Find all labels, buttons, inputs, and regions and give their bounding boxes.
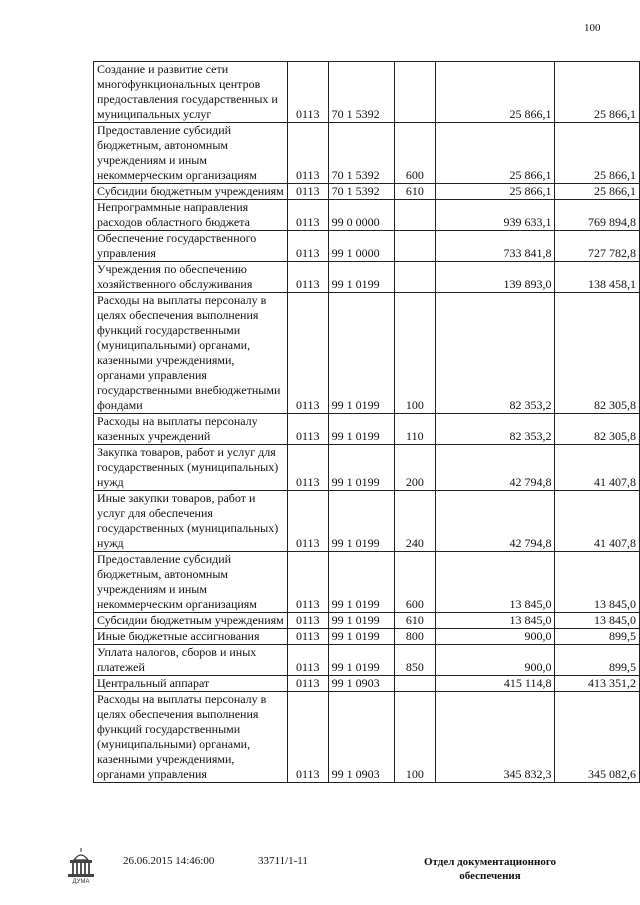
row-target-article-cell: 99 1 0199 xyxy=(328,491,394,552)
row-amount-plan-cell: 25 866,1 xyxy=(436,123,555,184)
row-section-cell: 0113 xyxy=(287,676,328,692)
row-name-cell: Расходы на выплаты персоналу в целях обеспечения выполнения функций государственными (муниципальными) органами, казенными учреждениями, органами управления государственными внебюджетными фондами xyxy=(94,293,288,414)
table-row xyxy=(94,676,640,692)
row-expense-type-cell: 610 xyxy=(394,184,436,200)
footer-department-line1: Отдел документационного xyxy=(423,856,557,868)
row-expense-type-cell: 110 xyxy=(394,414,436,445)
row-name-cell: Предоставление субсидий бюджетным, автономным учреждениям и иным некоммерческим организациям xyxy=(94,123,288,184)
table-row xyxy=(94,491,640,552)
row-expense-type-cell: 600 xyxy=(394,123,436,184)
row-name-cell: Непрограммные направления расходов областного бюджета xyxy=(94,200,288,231)
row-expense-type-cell: 240 xyxy=(394,491,436,552)
row-amount-plan-cell: 13 845,0 xyxy=(436,552,555,613)
row-name-cell: Учреждения по обеспечению хозяйственного обслуживания xyxy=(94,262,288,293)
row-section-cell: 0113 xyxy=(287,231,328,262)
row-expense-type-cell xyxy=(394,231,436,262)
table-row xyxy=(94,184,640,200)
table-row xyxy=(94,62,640,123)
row-name-cell: Иные закупки товаров, работ и услуг для обеспечения государственных (муниципальных) нужд xyxy=(94,491,288,552)
row-target-article-cell: 99 1 0199 xyxy=(328,645,394,676)
budget-table xyxy=(93,61,640,783)
row-target-article-cell: 99 1 0199 xyxy=(328,613,394,629)
row-expense-type-cell: 100 xyxy=(394,692,436,783)
row-expense-type-cell xyxy=(394,676,436,692)
row-expense-type-cell xyxy=(394,262,436,293)
table-row xyxy=(94,613,640,629)
row-target-article-cell: 99 1 0199 xyxy=(328,445,394,491)
row-amount-actual-cell: 769 894,8 xyxy=(555,200,640,231)
row-name-cell: Обеспечение государственного управления xyxy=(94,231,288,262)
table-row xyxy=(94,552,640,613)
row-target-article-cell: 99 1 0000 xyxy=(328,231,394,262)
row-amount-plan-cell: 42 794,8 xyxy=(436,491,555,552)
row-target-article-cell: 70 1 5392 xyxy=(328,184,394,200)
row-amount-actual-cell: 13 845,0 xyxy=(555,552,640,613)
footer-doc-code: 33711/1-11 xyxy=(258,855,308,867)
row-amount-actual-cell: 413 351,2 xyxy=(555,676,640,692)
row-amount-actual-cell: 41 407,8 xyxy=(555,445,640,491)
row-target-article-cell: 99 1 0903 xyxy=(328,676,394,692)
row-section-cell: 0113 xyxy=(287,62,328,123)
row-section-cell: 0113 xyxy=(287,123,328,184)
row-section-cell: 0113 xyxy=(287,491,328,552)
emblem-text: ДУМА xyxy=(72,879,90,884)
row-amount-plan-cell: 25 866,1 xyxy=(436,184,555,200)
row-amount-actual-cell: 25 866,1 xyxy=(555,123,640,184)
row-amount-plan-cell: 82 353,2 xyxy=(436,293,555,414)
row-expense-type-cell xyxy=(394,200,436,231)
row-target-article-cell: 99 1 0199 xyxy=(328,629,394,645)
row-amount-actual-cell: 13 845,0 xyxy=(555,613,640,629)
row-amount-plan-cell: 82 353,2 xyxy=(436,414,555,445)
table-row xyxy=(94,293,640,414)
table-row xyxy=(94,231,640,262)
row-section-cell: 0113 xyxy=(287,692,328,783)
footer-department xyxy=(420,855,560,883)
row-amount-actual-cell: 41 407,8 xyxy=(555,491,640,552)
table-row xyxy=(94,262,640,293)
row-amount-actual-cell: 899,5 xyxy=(555,629,640,645)
row-amount-actual-cell: 25 866,1 xyxy=(555,62,640,123)
row-section-cell: 0113 xyxy=(287,445,328,491)
row-amount-plan-cell: 345 832,3 xyxy=(436,692,555,783)
row-amount-plan-cell: 42 794,8 xyxy=(436,445,555,491)
row-target-article-cell: 99 1 0199 xyxy=(328,414,394,445)
row-target-article-cell: 99 1 0903 xyxy=(328,692,394,783)
row-expense-type-cell: 610 xyxy=(394,613,436,629)
row-section-cell: 0113 xyxy=(287,629,328,645)
row-section-cell: 0113 xyxy=(287,200,328,231)
row-name-cell: Предоставление субсидий бюджетным, автономным учреждениям и иным некоммерческим организациям xyxy=(94,552,288,613)
row-amount-actual-cell: 25 866,1 xyxy=(555,184,640,200)
row-expense-type-cell: 850 xyxy=(394,645,436,676)
row-amount-actual-cell: 345 082,6 xyxy=(555,692,640,783)
row-section-cell: 0113 xyxy=(287,414,328,445)
row-section-cell: 0113 xyxy=(287,262,328,293)
row-target-article-cell: 99 1 0199 xyxy=(328,552,394,613)
row-name-cell: Уплата налогов, сборов и иных платежей xyxy=(94,645,288,676)
row-section-cell: 0113 xyxy=(287,184,328,200)
row-name-cell: Создание и развитие сети многофункциональных центров предоставления государственных и муниципальных услуг xyxy=(94,62,288,123)
row-amount-actual-cell: 82 305,8 xyxy=(555,414,640,445)
row-name-cell: Субсидии бюджетным учреждениям xyxy=(94,184,288,200)
row-target-article-cell: 99 0 0000 xyxy=(328,200,394,231)
row-amount-actual-cell: 727 782,8 xyxy=(555,231,640,262)
table-row xyxy=(94,123,640,184)
row-name-cell: Закупка товаров, работ и услуг для государственных (муниципальных) нужд xyxy=(94,445,288,491)
table-row xyxy=(94,645,640,676)
row-expense-type-cell xyxy=(394,62,436,123)
table-row xyxy=(94,445,640,491)
footer-datetime: 26.06.2015 14:46:00 xyxy=(123,855,215,867)
row-name-cell: Иные бюджетные ассигнования xyxy=(94,629,288,645)
row-name-cell: Расходы на выплаты персоналу казенных учреждений xyxy=(94,414,288,445)
row-amount-plan-cell: 13 845,0 xyxy=(436,613,555,629)
row-expense-type-cell: 800 xyxy=(394,629,436,645)
table-row xyxy=(94,200,640,231)
table-row xyxy=(94,629,640,645)
table-row xyxy=(94,414,640,445)
row-amount-plan-cell: 939 633,1 xyxy=(436,200,555,231)
row-target-article-cell: 99 1 0199 xyxy=(328,262,394,293)
row-amount-plan-cell: 733 841,8 xyxy=(436,231,555,262)
row-section-cell: 0113 xyxy=(287,613,328,629)
row-expense-type-cell: 600 xyxy=(394,552,436,613)
row-amount-actual-cell: 138 458,1 xyxy=(555,262,640,293)
duma-building-emblem-icon xyxy=(66,846,96,884)
row-target-article-cell: 99 1 0199 xyxy=(328,293,394,414)
table-row xyxy=(94,692,640,783)
row-amount-actual-cell: 899,5 xyxy=(555,645,640,676)
row-amount-plan-cell: 415 114,8 xyxy=(436,676,555,692)
row-amount-plan-cell: 900,0 xyxy=(436,629,555,645)
row-name-cell: Расходы на выплаты персоналу в целях обеспечения выполнения функций государственными (муниципальными) органами, казенными учреждениями, органами управления xyxy=(94,692,288,783)
page-number: 100 xyxy=(584,22,601,34)
row-section-cell: 0113 xyxy=(287,645,328,676)
row-expense-type-cell: 200 xyxy=(394,445,436,491)
row-section-cell: 0113 xyxy=(287,293,328,414)
row-section-cell: 0113 xyxy=(287,552,328,613)
row-amount-actual-cell: 82 305,8 xyxy=(555,293,640,414)
row-amount-plan-cell: 139 893,0 xyxy=(436,262,555,293)
budget-table-body xyxy=(94,62,640,783)
row-target-article-cell: 70 1 5392 xyxy=(328,123,394,184)
row-name-cell: Центральный аппарат xyxy=(94,676,288,692)
row-amount-plan-cell: 25 866,1 xyxy=(436,62,555,123)
row-amount-plan-cell: 900,0 xyxy=(436,645,555,676)
row-expense-type-cell: 100 xyxy=(394,293,436,414)
row-name-cell: Субсидии бюджетным учреждениям xyxy=(94,613,288,629)
row-target-article-cell: 70 1 5392 xyxy=(328,62,394,123)
footer-department-line2: обеспечения xyxy=(459,870,521,882)
